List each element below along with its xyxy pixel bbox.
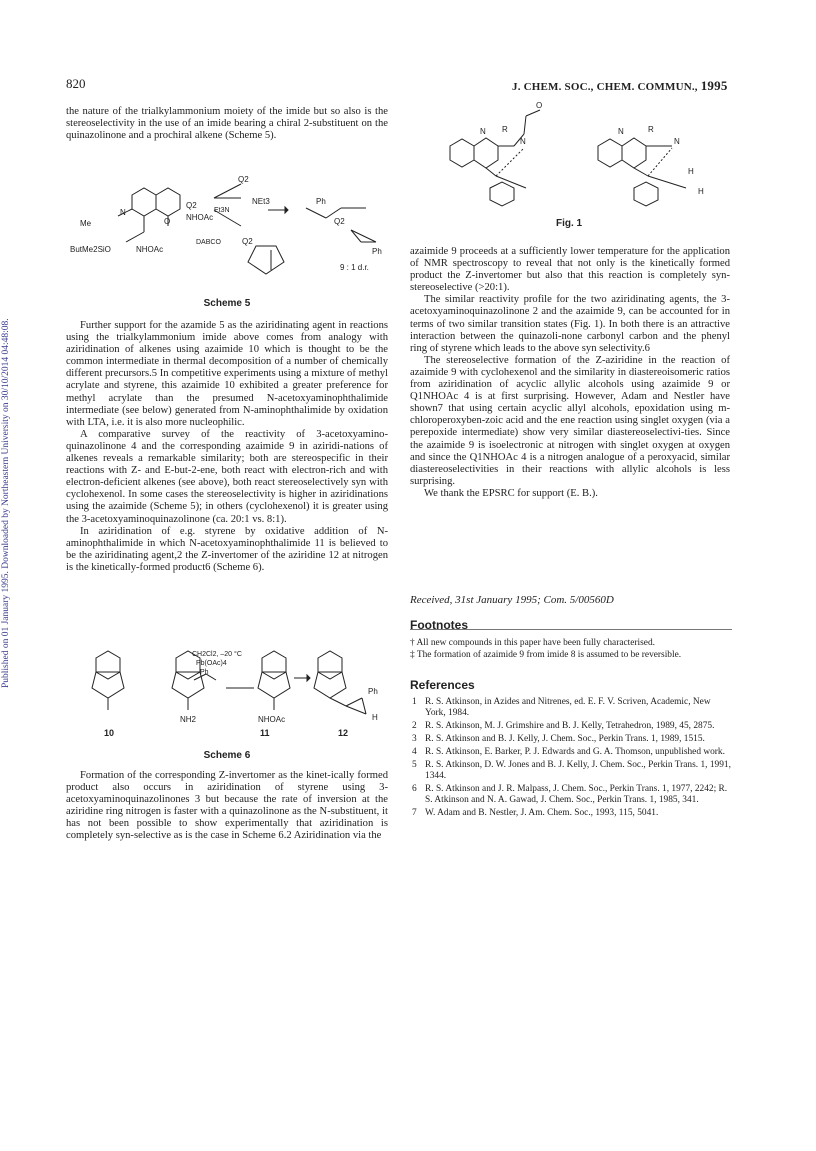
n-label: N (618, 127, 624, 136)
o-label: O (536, 102, 543, 110)
siloxy-label: ButMe2SiO (70, 245, 111, 254)
condition-2: Pb(OAc)4 (196, 660, 227, 667)
paragraph: In aziridination of e.g. styrene by oxidative addition of N-aminophthalimide in which N-acetoxyaminophthalimide 11 is believed to be the aziridinating agent,2 the Z-invertomer of the aziridine 12 at nitrogen is the kinetically-formed product6 (Scheme 6). (66, 525, 388, 573)
footnote: ‡ The formation of azaimide 9 from imide 8 is assumed to be reversible. (410, 650, 682, 660)
n-label: N (520, 137, 526, 146)
ph-top-label: Ph (316, 197, 326, 206)
q2-product-label: Q2 (334, 217, 345, 226)
condition-3: Ph (200, 669, 209, 676)
h-label: H (698, 187, 704, 196)
n-label: N (480, 127, 486, 136)
nhoac-bottom-label: NHOAc (136, 245, 164, 254)
h-label: H (372, 713, 378, 722)
me-label: Me (80, 219, 92, 228)
reference-text: R. S. Atkinson, M. J. Grimshire and B. J. Kelly, Tetrahedron, 1989, 45, 2875. (425, 721, 715, 731)
ph-label: Ph (368, 687, 378, 696)
reference-number: 4 (412, 747, 417, 757)
o-label: O (164, 217, 171, 226)
reference-item (410, 734, 732, 745)
reference-item (410, 747, 732, 758)
reference-text: R. S. Atkinson and J. R. Malpass, J. Chem. Soc., Perkin Trans. 1, 1977, 2242; R. S. Atkinson and N. A. Gawad, J. Chem. Soc., Perkin Trans. 1, 1985, 341. (425, 784, 728, 805)
h-label: H (688, 167, 694, 176)
paragraph: The stereoselective formation of the Z-aziridine in the reaction of azaimide 9 with cyclohexenol and the similarity in diastereoisomeric ratios from aziridination of acyclic allylic alcohols using azaimide 9 or Q1NHOAc 4 is at first surprising. However, Adam and Nestler have shown7 that using certain acyclic allyl alcohols, epoxidation using m-chloroperoxyben-zoic acid and the ene reaction using singlet oxygen (via a perepoxide intermediate) show very similar diastereoselectivi-ties. Since the azaimide 9 is isoelectronic at nitrogen with singlet oxygen at oxygen and since the Q1NHOAc 4 is a nitrogen analogue of a peroxyacid, similar diastereoselectivities in their reactions with allylic alcohols is less surprising. (410, 354, 730, 487)
paragraph: Further support for the azamide 5 as the aziridinating agent in reactions using the trialkylammonium imide above comes from analogy with aziridination of alkenes using azaimide 10 which is thought to be the common intermediate in thermal decomposition of a number of chemically different precursors.5 In competitive experiments using a mixture of methyl acrylate and styrene, this azaimide 10 exhibited a greater preference for methyl acrylate than the presumed N-acetoxyaminophthalimide intermediate (see below) generated from N-aminophthalimide by oxidation with LTA, i.e. it is also more nucleophilic. (66, 320, 388, 428)
journal-header (512, 78, 728, 94)
footnote: † All new compounds in this paper have been fully characterised. (410, 638, 655, 648)
footnotes-heading: Footnotes (410, 618, 468, 632)
compound-12-label: 12 (338, 728, 349, 738)
reference-text: W. Adam and B. Nestler, J. Am. Chem. Soc., 1993, 115, 5041. (425, 808, 659, 818)
compound-10-label: 10 (104, 728, 115, 738)
n-label: N (120, 208, 126, 217)
reference-number: 7 (412, 808, 417, 818)
reference-number: 2 (412, 721, 417, 731)
fig-1-diagram (440, 102, 740, 210)
reference-number: 5 (412, 760, 417, 770)
reference-item (410, 697, 732, 719)
journal-name: J. CHEM. SOC., CHEM. COMMUN., (512, 81, 698, 93)
left-intro (66, 106, 388, 142)
et3n-label: Et3N (214, 207, 230, 214)
received-line: Received, 31st January 1995; Com. 5/00560D (410, 594, 614, 606)
q2-left-label: Q2 (186, 201, 197, 210)
condition-1: CH2Cl2, –20 °C (192, 651, 242, 658)
scheme-6-title: Scheme 6 (203, 750, 251, 761)
r-label: R (648, 125, 654, 134)
scheme-6-diagram (66, 648, 396, 740)
dabco-label: DABCO (196, 239, 221, 246)
reference-text: R. S. Atkinson, D. W. Jones and B. J. Kelly, J. Chem. Soc., Perkin Trans. 1, 1991, 1344. (425, 760, 731, 781)
nhoac-label: NHOAc (258, 715, 286, 724)
fig-1-title: Fig. 1 (556, 218, 583, 229)
r-label: R (502, 125, 508, 134)
paragraph: The similar reactivity profile for the two aziridinating agents, the 3-acetoxyaminoquinazolinone 2 and the azaimide 9, can be accounted for in terms of two similar transition states (Fig. 1). In both there is an attractive interaction between the quinazoli-none carbonyl carbon and the phenyl ring of styrene which leads to the above syn selectivity.6 (410, 294, 730, 354)
reference-number: 6 (412, 784, 417, 794)
nhoac-mid-label: NHOAc (186, 213, 214, 222)
paragraph: azaimide 9 proceeds at a sufficiently lower temperature for the application of NMR spectroscopy to reveal that not only is the kinetically formed product the Z-invertomer but also that this reaction is completely syn-stereoselective (>20:1). (410, 246, 730, 294)
net3-label: NEt3 (252, 197, 270, 206)
right-body (410, 246, 730, 500)
reference-text: R. S. Atkinson, in Azides and Nitrenes, ed. E. F. V. Scriven, Academic, New York, 1984. (425, 697, 711, 718)
reference-item (410, 721, 732, 732)
reference-number: 1 (412, 697, 417, 707)
compound-11-label: 11 (260, 728, 270, 738)
scheme-5-title: Scheme 5 (203, 298, 251, 309)
left-tail (66, 770, 388, 843)
reference-text: R. S. Atkinson and B. J. Kelly, J. Chem. Soc., Perkin Trans. 1, 1989, 1515. (425, 734, 705, 744)
references-heading: References (410, 678, 475, 692)
q2-lower-label: Q2 (242, 237, 253, 246)
page-number: 820 (66, 76, 86, 91)
reference-number: 3 (412, 734, 417, 744)
paragraph: Formation of the corresponding Z-invertomer as the kinet-ically formed product also occurs in aziridination of styrene using 3-acetoxyaminoquinazolinones 3 but because the rate of inversion at the aziridine ring nitrogen is faster with a quinazolinone as the N-substituent, it has not been possible to show experimentally that aziridination is completely syn-selective as is the case in Scheme 6.2 Aziridination via the (66, 770, 388, 842)
journal-year: 1995 (700, 78, 728, 93)
left-body (66, 320, 388, 574)
publication-side-note: Published on 01 January 1995. Downloaded by Northeastern University on 30/10/2014 04:48:08. (1, 318, 11, 688)
q2-top-label: Q2 (238, 175, 249, 184)
reference-item (410, 808, 732, 819)
reference-item (410, 760, 732, 782)
paragraph: A comparative survey of the reactivity of 3-acetoxyamino-quinazolinone 4 and the corresponding azaimide 9 in aziridi-nations of alkenes reveals a remarkable similarity; both are stereospecific in their reactions with Z- and E-but-2-ene, both react with electron-rich and with electron-deficient alkenes (see above), both react stereoselectively syn with cyclohexenol. In some cases the stereoselectivity is higher in aziridinations using the azaimide (Scheme 5); in others (cyclohexenol) it is greater using the 3-acetoxyaminoquinazolinone (ca. 20:1 vs. 8:1). (66, 428, 388, 525)
paragraph: the nature of the trialkylammonium moiety of the imide but so also is the stereoselectivity in the use of an imide bearing a chiral 2-substituent on the quinazolinone and a prochiral alkene (Scheme 5). (66, 106, 388, 142)
scheme-5-diagram (66, 170, 396, 290)
nh2-label: NH2 (180, 715, 197, 724)
ratio-label: 9 : 1 d.r. (340, 263, 369, 272)
paragraph: We thank the EPSRC for support (E. B.). (424, 487, 598, 499)
ph-product-label: Ph (372, 247, 382, 256)
reference-item (410, 784, 732, 806)
references-list (410, 697, 732, 821)
reference-text: R. S. Atkinson, E. Barker, P. J. Edwards and G. A. Thomson, unpublished work. (425, 747, 725, 757)
n-label: N (674, 137, 680, 146)
